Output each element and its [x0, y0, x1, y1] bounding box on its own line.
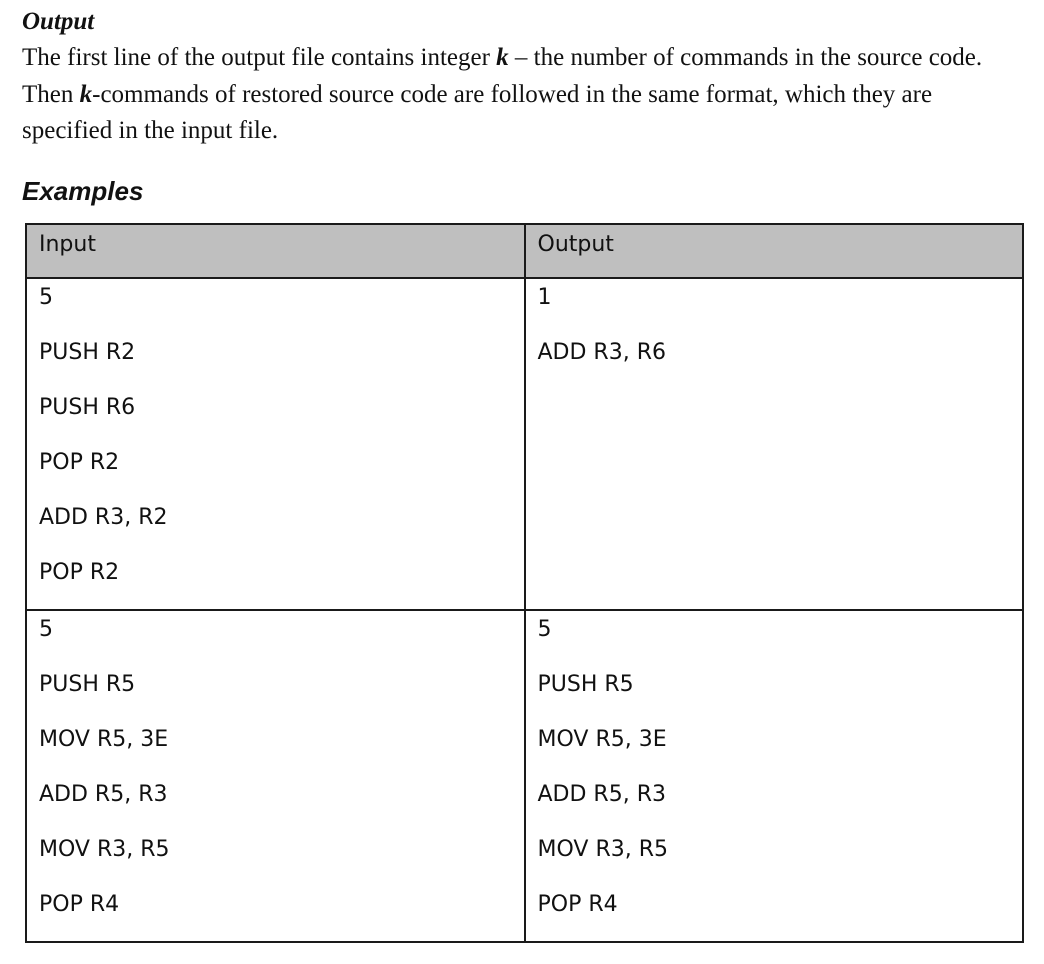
output-line: MOV R3, R5 [537, 837, 669, 862]
input-line: PUSH R2 [39, 340, 136, 365]
input-line: POP R4 [39, 892, 120, 917]
output-line: 5 [537, 617, 552, 642]
output-section-heading: Output [22, 8, 95, 35]
input-line: PUSH R6 [39, 395, 136, 420]
paragraph-text-3: -commands of restored source code are followed in the same format, which they are specified in the input file. [22, 80, 933, 144]
examples-table [25, 223, 1024, 943]
input-line: POP R2 [39, 560, 120, 585]
table-row [26, 278, 1023, 610]
input-line: ADD R5, R3 [39, 782, 168, 807]
output-line: ADD R3, R6 [537, 340, 666, 365]
input-cell [26, 610, 525, 942]
output-line: ADD R5, R3 [537, 782, 666, 807]
input-line: 5 [39, 617, 53, 642]
variable-k-2: k [79, 80, 93, 108]
input-cell [26, 278, 525, 610]
input-line: PUSH R5 [39, 672, 136, 697]
variable-k: k [496, 44, 509, 71]
column-header-input: Input [26, 224, 525, 278]
output-section-paragraph [22, 40, 1002, 150]
paragraph-text-1: The first line of the output file contains integer [22, 44, 497, 71]
table-row [26, 610, 1023, 942]
paragraph-text-2: – the number of commands in the source code. Then [22, 44, 983, 108]
document-page [22, 4, 1022, 208]
output-cell [525, 610, 1024, 942]
output-line: POP R4 [537, 892, 618, 917]
output-cell [525, 278, 1024, 610]
input-line: 5 [39, 285, 53, 310]
examples-table-body [26, 278, 1023, 942]
input-line: MOV R5, 3E [39, 727, 169, 752]
column-header-output: Output [525, 224, 1024, 278]
output-line: MOV R5, 3E [537, 727, 667, 752]
examples-heading: Examples [22, 175, 144, 206]
output-line: PUSH R5 [537, 672, 634, 697]
output-line: 1 [537, 285, 552, 310]
input-line: ADD R3, R2 [39, 505, 168, 530]
input-line: MOV R3, R5 [39, 837, 170, 862]
input-line: POP R2 [39, 450, 120, 475]
examples-header-row [26, 224, 1023, 278]
